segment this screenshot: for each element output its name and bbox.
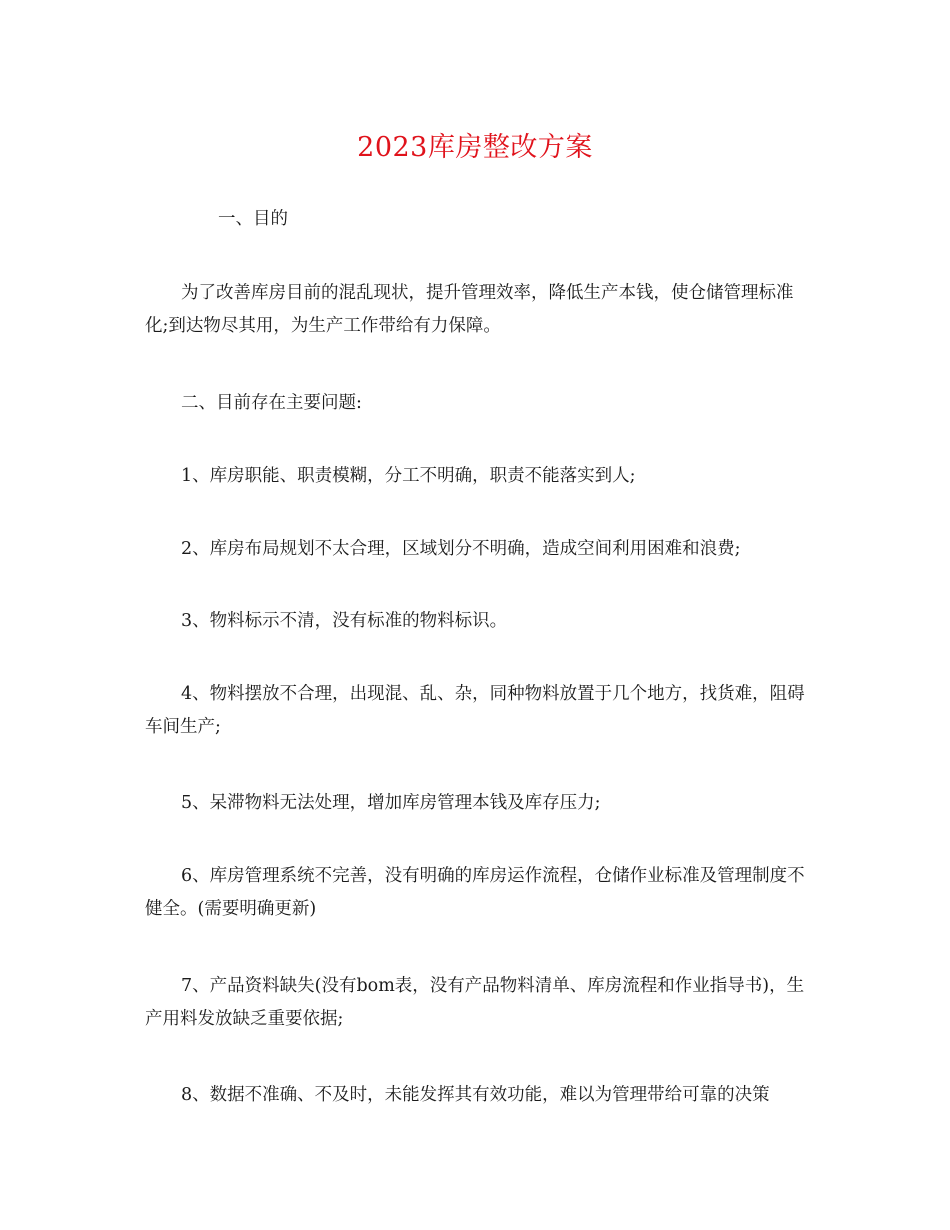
list-item-3: 3、物料标示不清，没有标准的物料标识。 bbox=[181, 611, 508, 631]
list-item-1: 1、库房职能、职责模糊，分工不明确，职责不能落实到人; bbox=[181, 466, 636, 486]
list-item-5: 5、呆滞物料无法处理，增加库房管理本钱及库存压力; bbox=[181, 793, 601, 813]
paragraph-purpose: 为了改善库房目前的混乱现状，提升管理效率，降低生产本钱，使仓储管理标准化;到达物尽其用，为生产工作带给有力保障。 bbox=[145, 283, 794, 336]
list-item-7: 7、产品资料缺失(没有bom表，没有产品物料清单、库房流程和作业指导书)，生产用料发放缺乏重要依据; bbox=[145, 976, 805, 1029]
list-item-6: 6、库房管理系统不完善，没有明确的库房运作流程，仓储作业标准及管理制度不健全。(需要明确更新) bbox=[145, 866, 805, 919]
section-heading-purpose: 一、目的 bbox=[218, 209, 288, 229]
list-item-4: 4、物料摆放不合理，出现混、乱、杂，同种物料放置于几个地方，找货难，阻碍车间生产; bbox=[145, 684, 805, 737]
document-title: 2023库房整改方案 bbox=[357, 132, 593, 163]
section-heading-problems: 二、目前存在主要问题: bbox=[181, 393, 362, 413]
list-item-2: 2、库房布局规划不太合理，区域划分不明确，造成空间利用困难和浪费; bbox=[181, 539, 741, 559]
list-item-8: 8、数据不准确、不及时，未能发挥其有效功能，难以为管理带给可靠的决策 bbox=[181, 1085, 770, 1105]
